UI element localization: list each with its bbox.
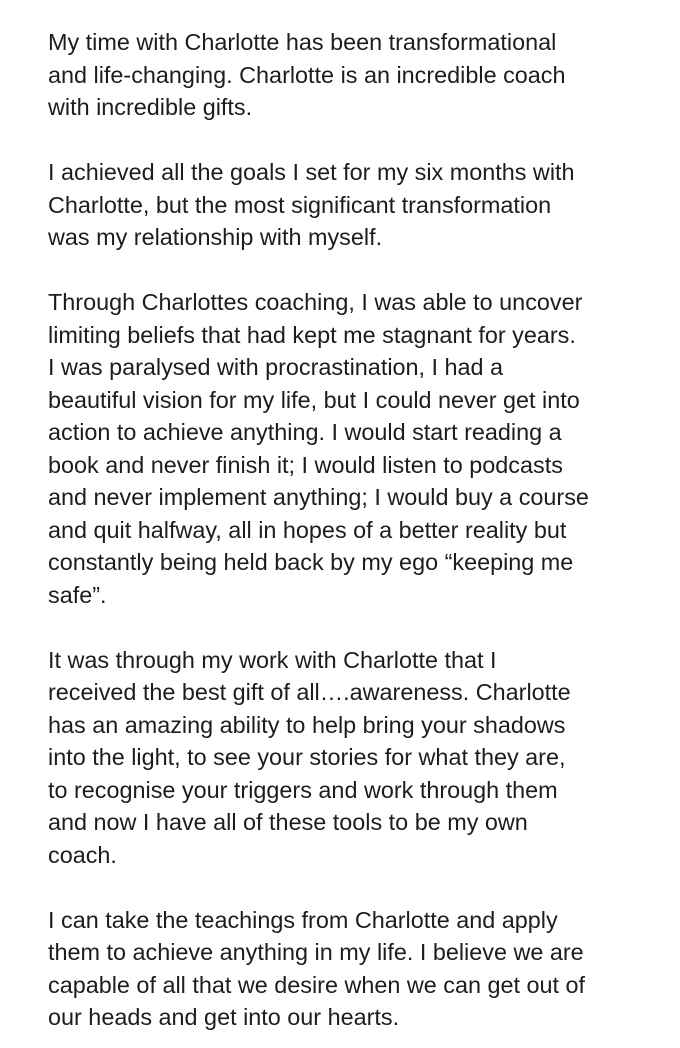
- paragraph-5: [48, 904, 648, 1034]
- text-line: Charlotte, but the most significant transformation: [48, 191, 552, 218]
- text-line: received the best gift of all….awareness. Charlotte: [48, 679, 571, 705]
- text-line: to recognise your triggers and work through them: [48, 776, 558, 803]
- paragraph-1: [48, 26, 648, 124]
- text-line: My time with Charlotte has been transformational: [48, 29, 557, 55]
- text-line: has an amazing ability to help bring your shadows: [48, 711, 566, 738]
- text-line: and now I have all of these tools to be my own: [48, 809, 528, 835]
- text-line: and quit halfway, all in hopes of a better reality but: [48, 516, 567, 543]
- text-line: I achieved all the goals I set for my six months with: [48, 159, 575, 185]
- text-line: into the light, to see your stories for what they are,: [48, 744, 566, 770]
- text-line: coach.: [48, 841, 117, 868]
- text-line: safe”.: [48, 581, 107, 608]
- text-line: I was paralysed with procrastination, I had a: [48, 354, 504, 380]
- text-line: our heads and get into our hearts.: [48, 1004, 400, 1030]
- text-line: constantly being held back by my ego “keeping me: [48, 549, 574, 575]
- paragraph-3: [48, 286, 648, 611]
- paragraph-4: [48, 644, 648, 872]
- text-line: It was through my work with Charlotte that I: [48, 646, 497, 673]
- text-line: action to achieve anything. I would start reading a: [48, 419, 562, 445]
- text-line: limiting beliefs that had kept me stagnant for years.: [48, 321, 576, 348]
- text-line: capable of all that we desire when we can get out of: [48, 971, 586, 998]
- text-line: Through Charlottes coaching, I was able to uncover: [48, 289, 583, 315]
- testimonial-text: [48, 26, 648, 1034]
- text-line: book and never finish it; I would listen to podcasts: [48, 451, 563, 478]
- text-line: beautiful vision for my life, but I could never get into: [48, 386, 580, 413]
- text-line: was my relationship with myself.: [48, 224, 383, 250]
- text-line: I can take the teachings from Charlotte and apply: [48, 906, 558, 933]
- text-line: with incredible gifts.: [48, 94, 253, 120]
- text-line: and never implement anything; I would buy a course: [48, 484, 589, 510]
- text-line: and life-changing. Charlotte is an incredible coach: [48, 61, 566, 88]
- text-line: them to achieve anything in my life. I believe we are: [48, 939, 584, 965]
- paragraph-2: [48, 156, 648, 254]
